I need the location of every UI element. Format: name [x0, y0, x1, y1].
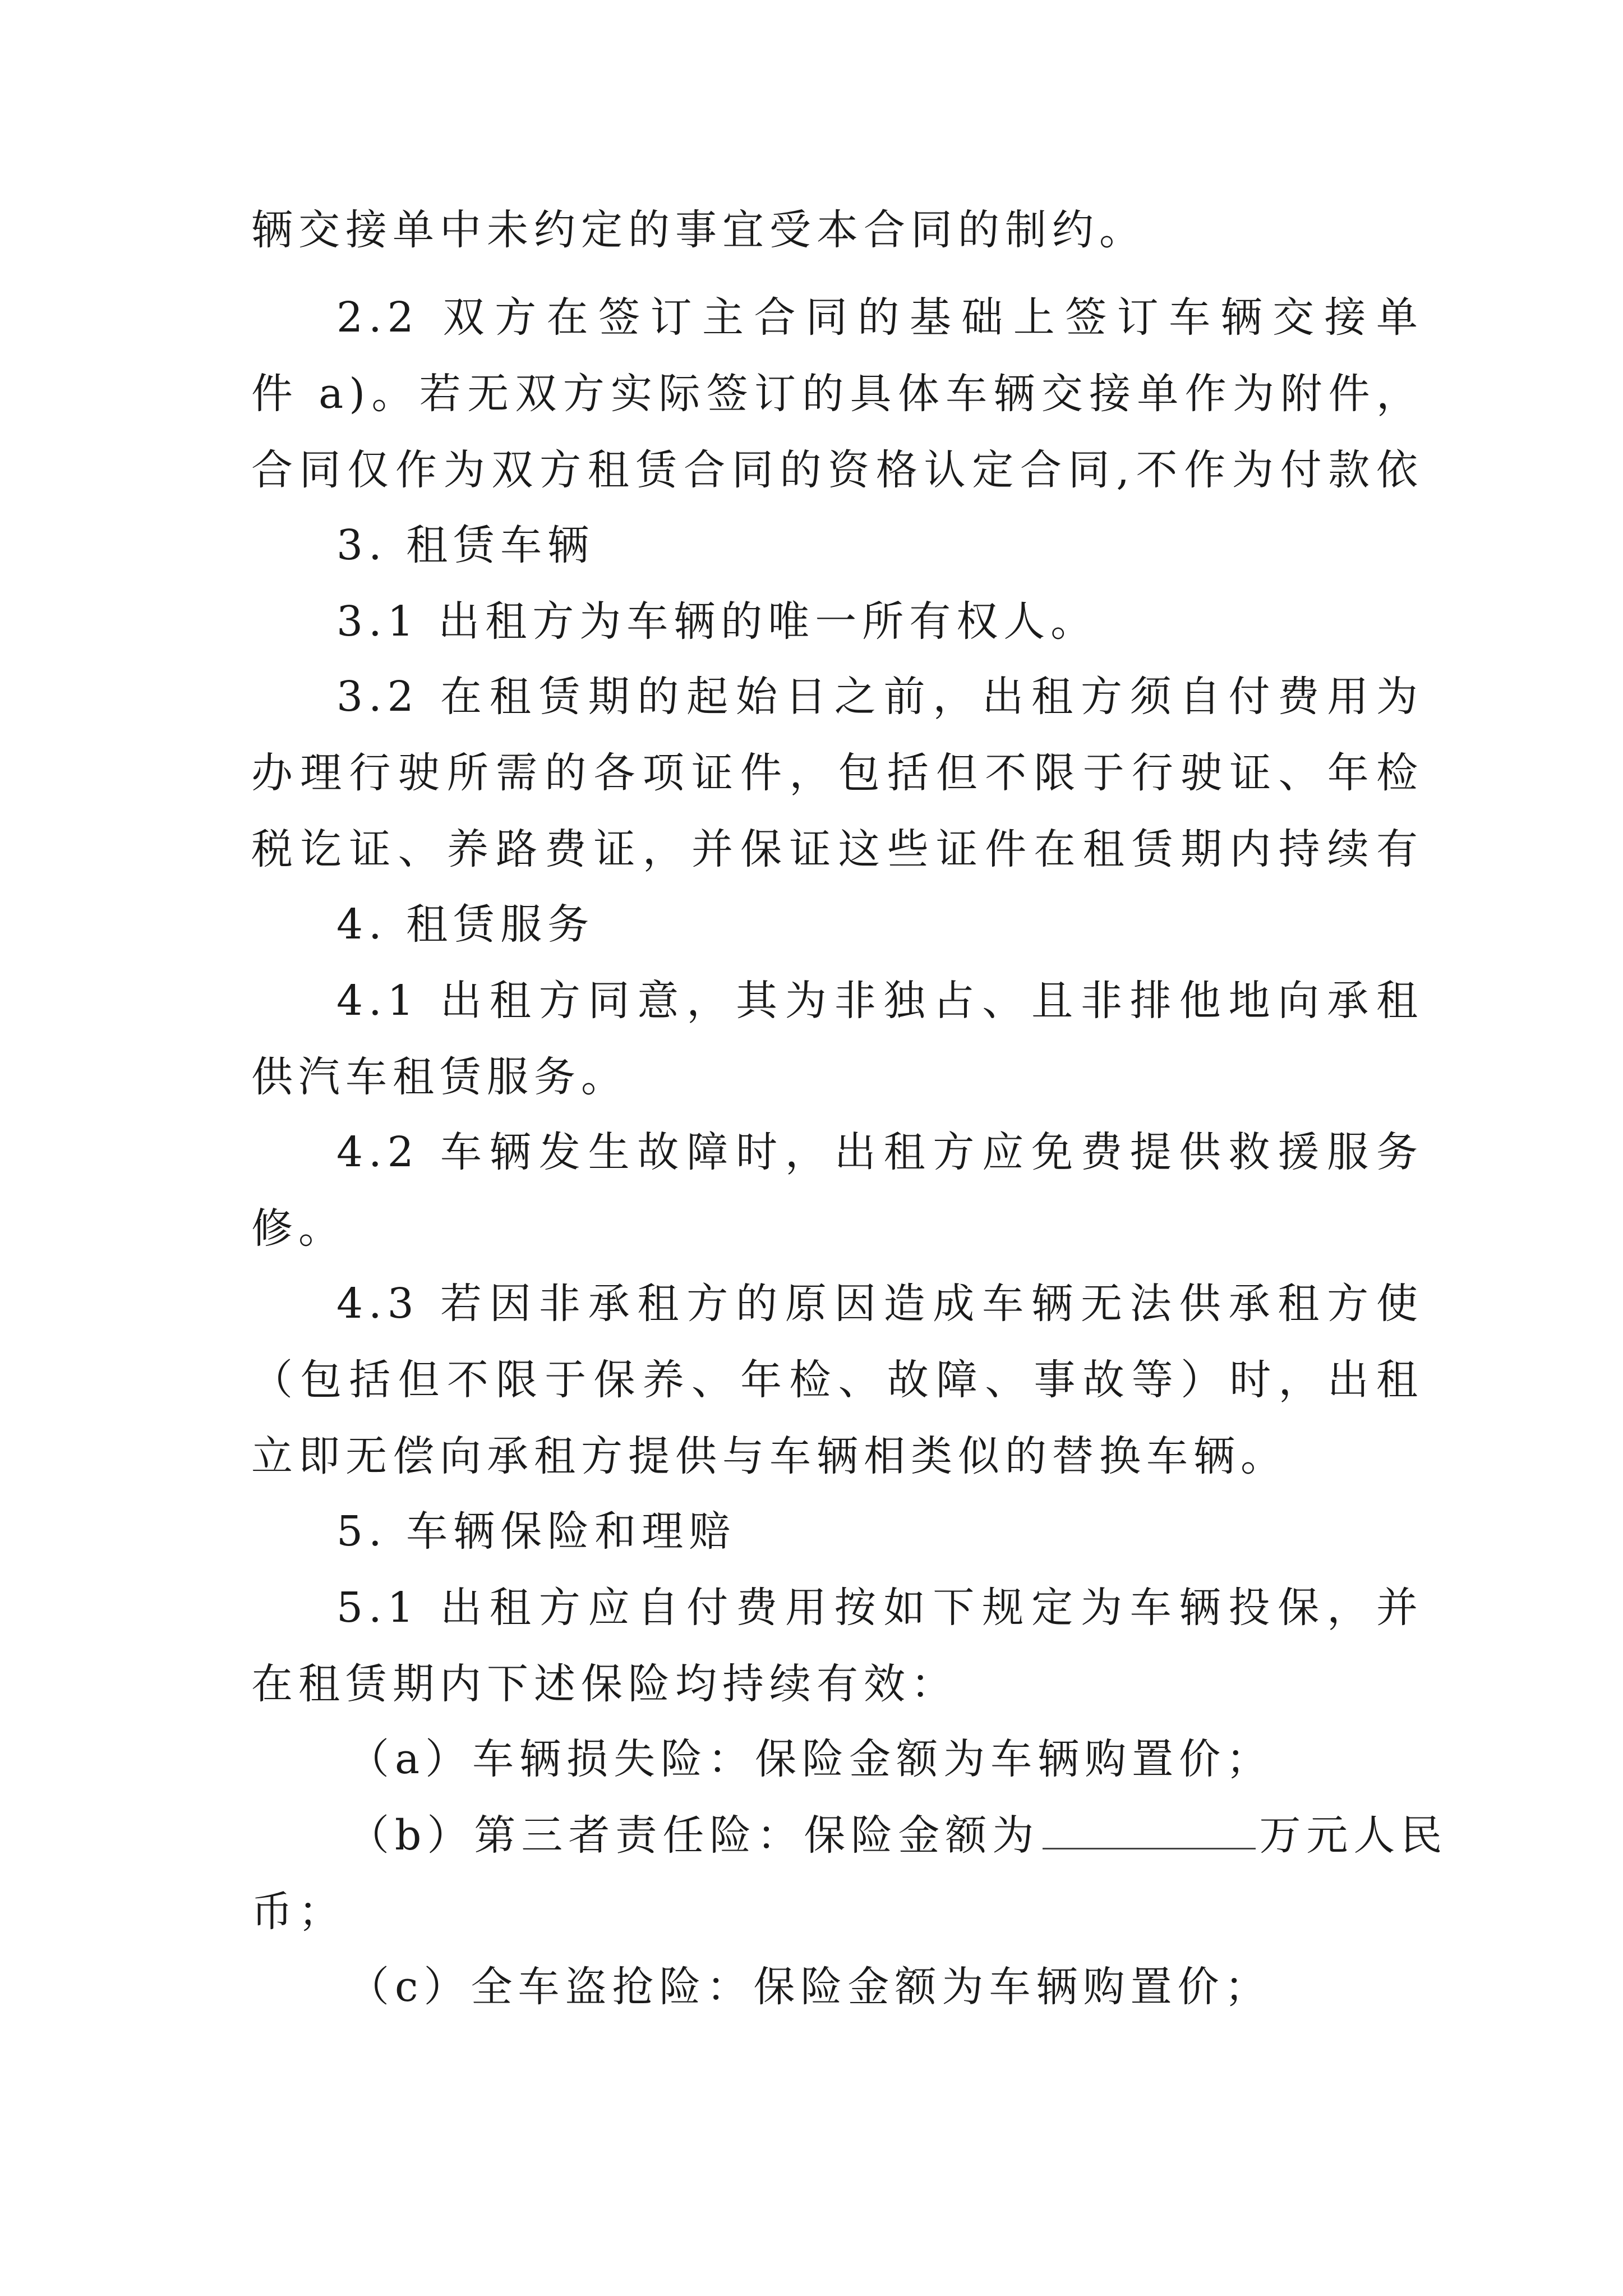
insurance-item-b-line-1: [348, 1796, 1520, 1875]
section-5-heading: 5. 车辆保险和理赔: [336, 1507, 736, 1556]
amount-blank-underline: [1043, 1809, 1256, 1849]
insurance-item-a: （a）车辆损失险：保险金额为车辆购置价；: [348, 1735, 1274, 1783]
section-3-heading: 3. 租赁车辆: [336, 521, 595, 569]
insurance-item-b-line-2: 币；: [251, 1888, 345, 1936]
text-line-1: 辆交接单中未约定的事宜受本合同的制约。: [251, 206, 1146, 254]
clause-3-2-line-1: 3.2 在租赁期的起始日之前，出租方须自付费用为: [336, 673, 1423, 721]
clause-4-3-line-3: 立即无偿向承租方提供与车辆相类似的替换车辆。: [251, 1432, 1288, 1480]
clause-3-1: 3.1 出租方为车辆的唯一所有权人。: [336, 597, 1098, 646]
insurance-item-b-text: （b）第三者责任险：保险金额为: [348, 1811, 1040, 1860]
clause-4-1-line-1: 4.1 出租方同意，其为非独占、且非排他地向承租: [336, 977, 1423, 1025]
insurance-item-c: （c）全车盗抢险：保险金额为车辆购置价；: [348, 1963, 1272, 2011]
clause-3-2-line-2: 办理行驶所需的各项证件，包括但不限于行驶证、年检: [251, 749, 1423, 797]
clause-2-2-line-1: 2.2 双方在签订主合同的基础上签订车辆交接单: [336, 293, 1423, 342]
insurance-item-b-unit: 万元人民: [1259, 1811, 1448, 1860]
clause-4-1-line-2: 供汽车租赁服务。: [251, 1053, 628, 1101]
clause-3-2-line-3: 税讫证、养路费证，并保证这些证件在租赁期内持续有: [251, 825, 1423, 873]
section-4-heading: 4. 租赁服务: [336, 900, 595, 949]
clause-2-2-line-2: 件 a)。若无双方实际签订的具体车辆交接单作为附件，: [251, 370, 1423, 418]
clause-4-2-line-1: 4.2 车辆发生故障时，出租方应免费提供救援服务: [336, 1128, 1423, 1176]
clause-5-1-line-2: 在租赁期内下述保险均持续有效：: [251, 1660, 958, 1708]
clause-2-2-line-3: 合同仅作为双方租赁合同的资格认定合同,不作为付款依: [251, 446, 1423, 494]
clause-4-3-line-2: （包括但不限于保养、年检、故障、事故等）时，出租: [251, 1356, 1423, 1404]
clause-4-3-line-1: 4.3 若因非承租方的原因造成车辆无法供承租方使: [336, 1280, 1423, 1328]
clause-5-1-line-1: 5.1 出租方应自付费用按如下规定为车辆投保，并: [336, 1584, 1423, 1632]
clause-4-2-line-2: 修。: [251, 1204, 345, 1253]
